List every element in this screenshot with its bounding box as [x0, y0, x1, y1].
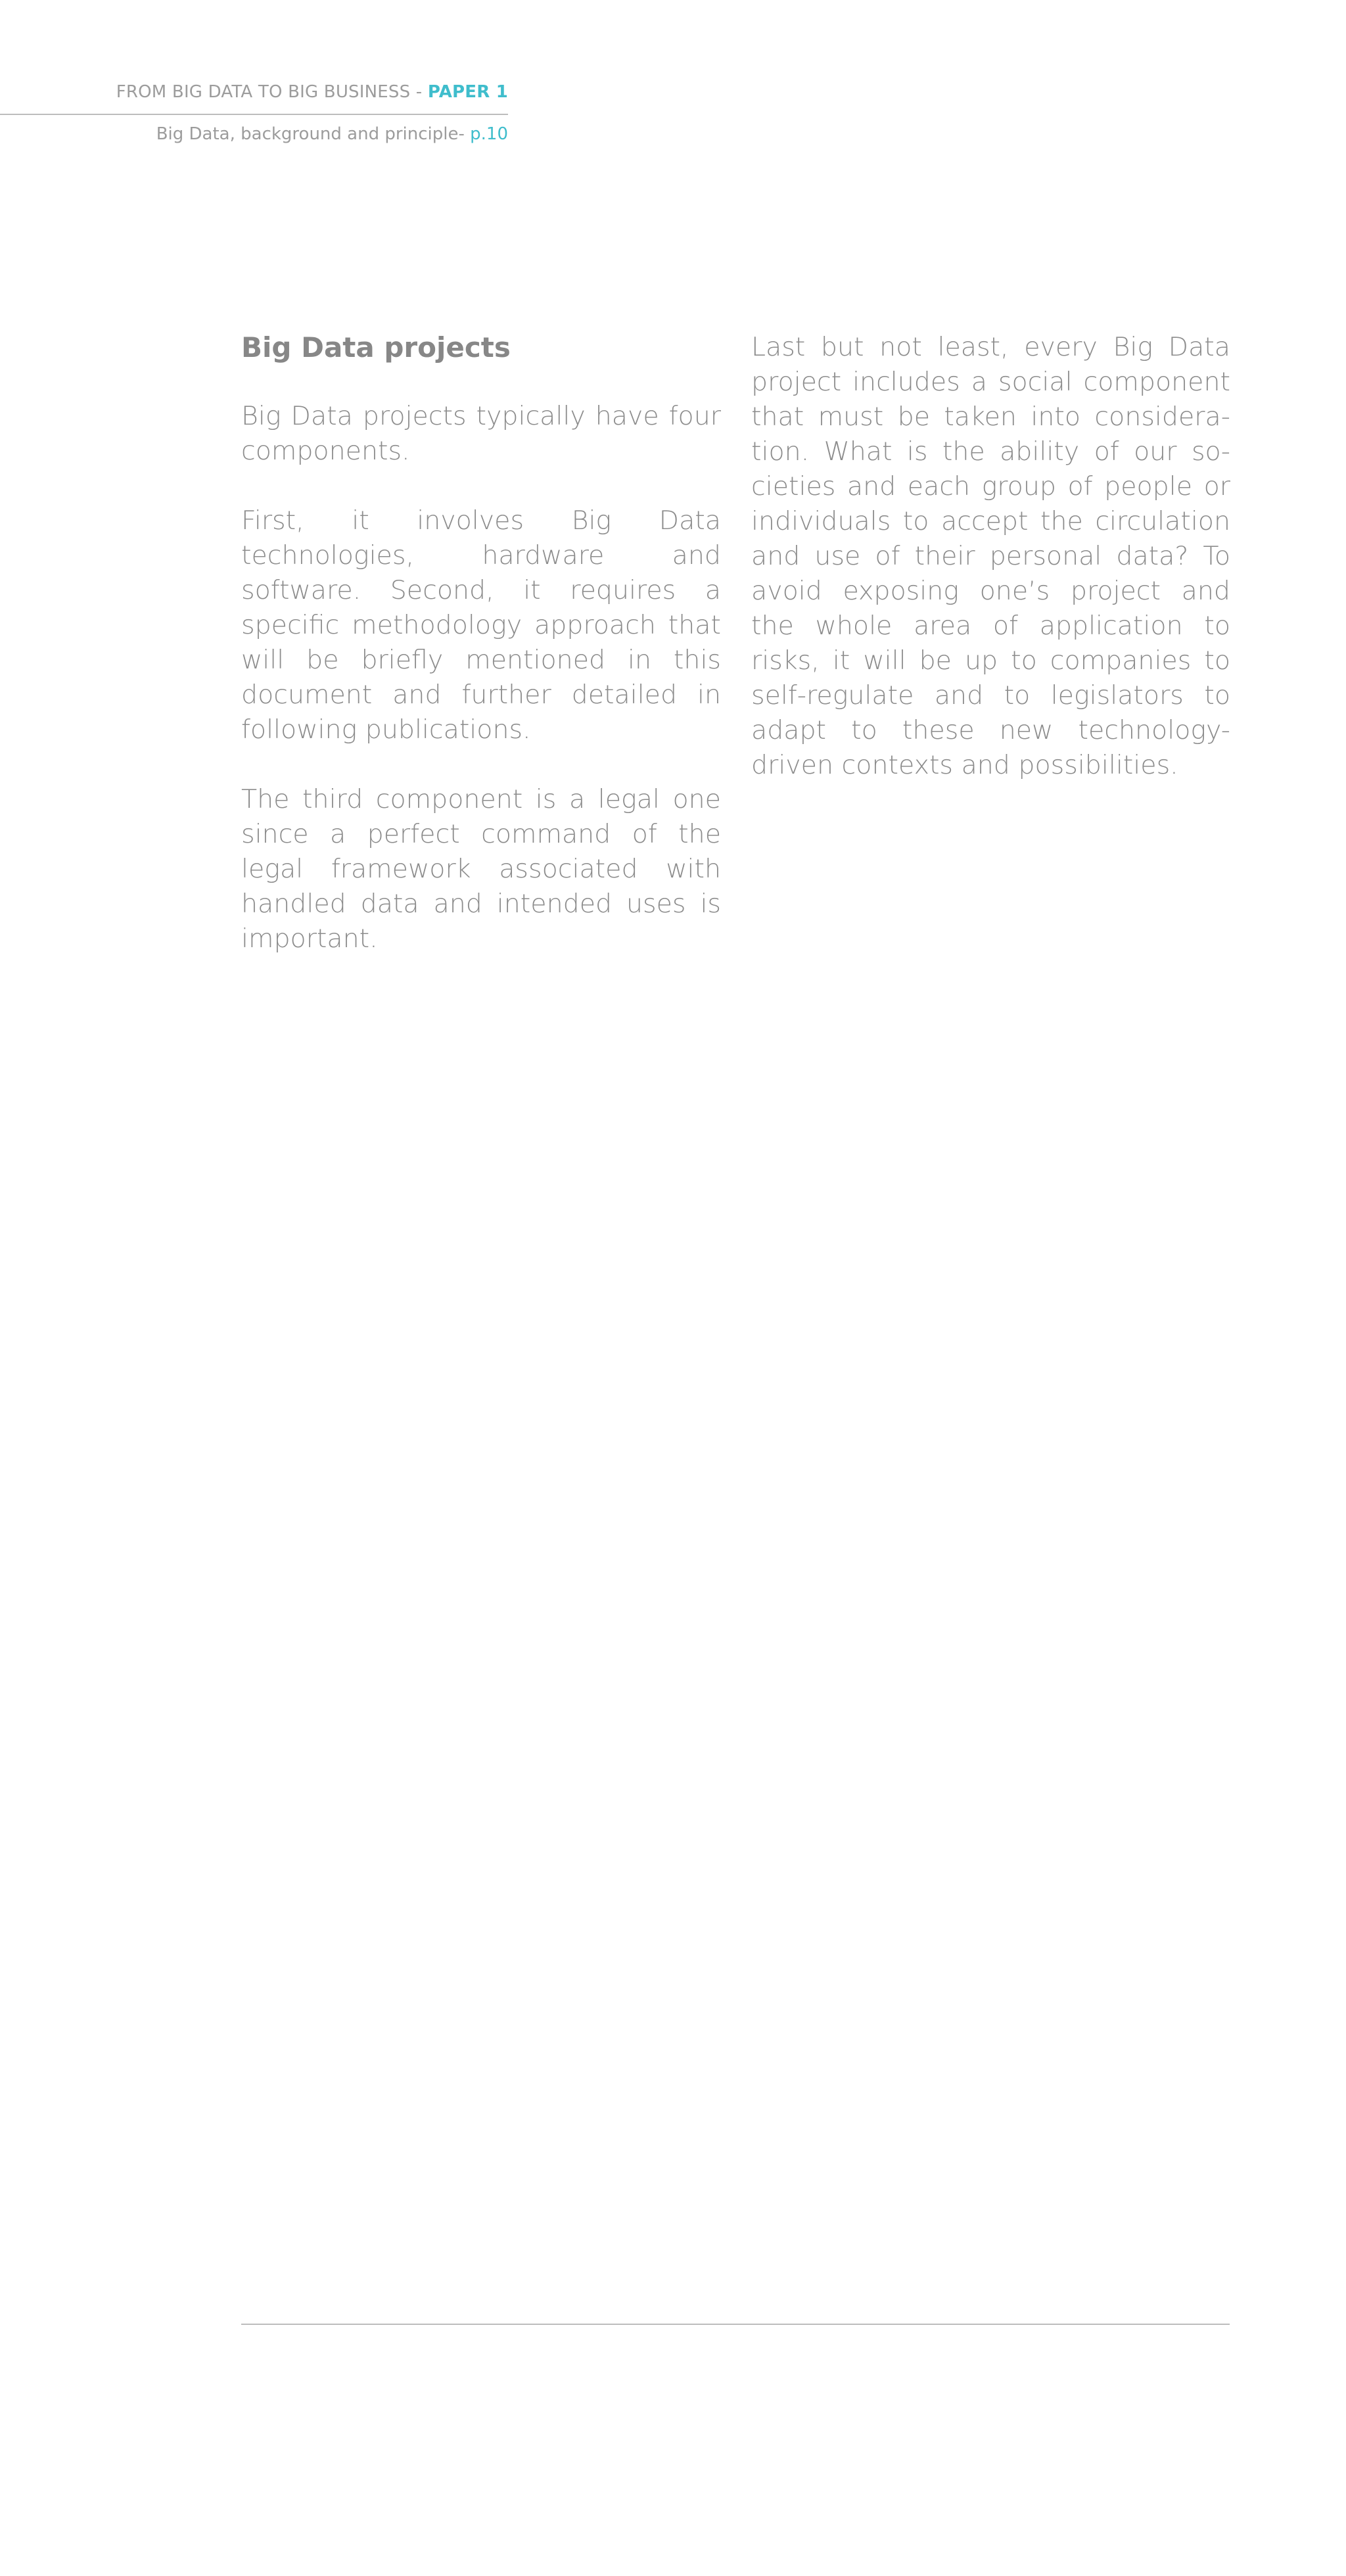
paragraph-legal: The third component is a legal one since a perfect command of the legal framework associated with handled data and intended uses is important.	[241, 784, 721, 954]
page-number: p.10	[470, 124, 508, 144]
header-divider	[0, 114, 508, 115]
paper-label: PAPER 1	[427, 82, 508, 102]
series-title: FROM BIG DATA TO BIG BUSINESS -	[116, 82, 428, 102]
paragraph-intro: Big Data projects typically have four components.	[241, 401, 721, 466]
section-heading: Big Data projects	[241, 331, 511, 363]
running-header	[0, 82, 508, 102]
chapter-title: Big Data, background and principle-	[156, 124, 471, 144]
paragraph-social: Last but not least, every Big Data project includes a social component that must be taken into consideration. What is the ability of our societies and each group of people or individuals to accept the circulation and use of their personal data? To avoid exposing one’s project and the whole area of application to risks, it will be up to companies to self-regulate and to legislators to adapt to these new technology-driven contexts and possibilities.	[751, 332, 1230, 780]
right-column	[751, 330, 1230, 818]
footer-divider	[241, 2324, 1230, 2325]
paragraph-technology: First, it involves Big Data technologies, hardware and software. Second, it requires a specific methodology approach that will be briefly mentioned in this document and further detailed in following publications.	[241, 505, 721, 745]
left-column	[241, 330, 721, 991]
chapter-header	[0, 124, 508, 144]
